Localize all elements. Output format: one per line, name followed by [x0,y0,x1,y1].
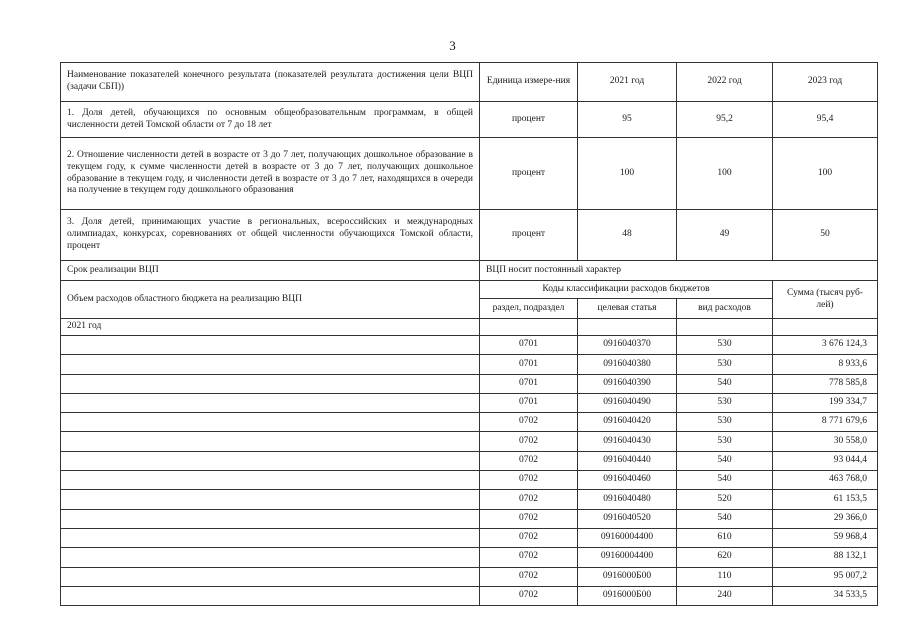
budget-label: Объем расходов областного бюджета на реализацию ВЦП [61,281,480,319]
row-section: 0702 [480,432,578,451]
row-target: 0916040390 [578,374,677,393]
row-target: 0916040460 [578,471,677,490]
row-sum: 29 366,0 [773,509,878,528]
row-type: 530 [677,393,773,412]
empty-cell [61,471,480,490]
indicator-value: 100 [677,138,773,210]
row-section: 0702 [480,509,578,528]
empty-cell [61,509,480,528]
row-target: 0916040420 [578,413,677,432]
row-sum: 3 676 124,3 [773,336,878,355]
row-target: 0916040430 [578,432,677,451]
indicator-value: 95,2 [677,102,773,138]
row-section: 0701 [480,355,578,374]
row-type: 610 [677,528,773,547]
table-row [61,471,878,490]
empty-cell [61,567,480,586]
row-target: 09160004400 [578,548,677,567]
empty-cell [61,528,480,547]
year-row [61,319,878,336]
row-section: 0702 [480,567,578,586]
row-sum: 463 768,0 [773,471,878,490]
row-target: 09160004400 [578,528,677,547]
empty-cell [578,319,677,336]
row-section: 0702 [480,413,578,432]
indicator-value: 100 [578,138,677,210]
table-row [61,451,878,470]
row-section: 0702 [480,528,578,547]
empty-cell [61,355,480,374]
empty-cell [773,319,878,336]
row-type: 110 [677,567,773,586]
row-type: 240 [677,586,773,605]
row-type: 530 [677,413,773,432]
row-target: 0916040370 [578,336,677,355]
empty-cell [61,451,480,470]
row-type: 540 [677,471,773,490]
row-sum: 778 585,8 [773,374,878,393]
indicator-value: 50 [773,210,878,261]
table-row [61,528,878,547]
indicator-value: 95 [578,102,677,138]
sum-label: Сумма (тысяч руб-лей) [773,281,878,319]
header-year-2023: 2023 год [773,63,878,102]
table-row [61,432,878,451]
row-type: 530 [677,336,773,355]
table-row [61,374,878,393]
term-row [61,261,878,281]
row-section: 0701 [480,393,578,412]
table-row [61,336,878,355]
row-sum: 59 968,4 [773,528,878,547]
row-target: 0916040380 [578,355,677,374]
row-target: 0916000Б00 [578,586,677,605]
header-row [61,63,878,102]
row-section: 0701 [480,374,578,393]
row-type: 530 [677,355,773,374]
empty-cell [61,432,480,451]
row-type: 540 [677,509,773,528]
row-sum: 93 044,4 [773,451,878,470]
row-target: 0916000Б00 [578,567,677,586]
empty-cell [61,393,480,412]
indicator-name: 1. Доля детей, обучающихся по основным общеобразовательным программам, в общей численности детей Томской области от 7 до 18 лет [61,102,480,138]
row-target: 0916040440 [578,451,677,470]
term-value: ВЦП носит постоянный характер [480,261,878,281]
table-row [61,393,878,412]
indicator-value: 100 [773,138,878,210]
row-type: 620 [677,548,773,567]
table-row [61,567,878,586]
term-label: Срок реализации ВЦП [61,261,480,281]
header-year-2021: 2021 год [578,63,677,102]
indicator-name: 3. Доля детей, принимающих участие в региональных, всероссийских и международных олимпиадах, конкурсах, соревнованиях от общей численности обучающихся Томской области, процент [61,210,480,261]
row-target: 0916040490 [578,393,677,412]
row-sum: 61 153,5 [773,490,878,509]
table-row [61,586,878,605]
header-indicator-name: Наименование показателей конечного результата (показателей результата достижения цели ВЦП (задачи СБП)) [61,63,480,102]
vcp-table [60,62,878,606]
empty-cell [677,319,773,336]
table-row [61,548,878,567]
row-sum: 8 933,6 [773,355,878,374]
row-section: 0702 [480,548,578,567]
header-unit: Единица измере-ния [480,63,578,102]
indicator-name: 2. Отношение численности детей в возрасте от 3 до 7 лет, получающих дошкольное образование в текущем году, к сумме численности детей в возрасте от 3 до 7 лет, получающих дошкольное образование в текущем году, и численности детей в возрасте от 3 до 7 лет, находящихся в очереди на получение в текущем году дошкольного образования [61,138,480,210]
indicator-value: 95,4 [773,102,878,138]
row-sum: 199 334,7 [773,393,878,412]
row-section: 0702 [480,451,578,470]
empty-cell [61,586,480,605]
empty-cell [61,374,480,393]
row-sum: 95 007,2 [773,567,878,586]
header-year-2022: 2022 год [677,63,773,102]
row-type: 540 [677,374,773,393]
row-section: 0702 [480,586,578,605]
col-type: вид расходов [677,299,773,319]
empty-cell [61,490,480,509]
indicator-row [61,210,878,261]
empty-cell [61,548,480,567]
codes-label: Коды классификации расходов бюджетов [480,281,773,299]
row-section: 0702 [480,490,578,509]
indicator-value: 48 [578,210,677,261]
indicator-unit: процент [480,138,578,210]
table-row [61,413,878,432]
row-sum: 34 533,5 [773,586,878,605]
row-type: 540 [677,451,773,470]
empty-cell [480,319,578,336]
row-sum: 30 558,0 [773,432,878,451]
row-type: 520 [677,490,773,509]
table-row [61,490,878,509]
empty-cell [61,336,480,355]
row-sum: 88 132,1 [773,548,878,567]
indicator-unit: процент [480,210,578,261]
indicator-value: 49 [677,210,773,261]
table-row [61,355,878,374]
col-section: раздел, подраздел [480,299,578,319]
indicator-row [61,138,878,210]
row-sum: 8 771 679,6 [773,413,878,432]
row-type: 530 [677,432,773,451]
row-target: 0916040480 [578,490,677,509]
row-section: 0701 [480,336,578,355]
page-number: 3 [449,38,456,53]
indicator-row [61,102,878,138]
indicator-unit: процент [480,102,578,138]
empty-cell [61,413,480,432]
year-label: 2021 год [61,319,480,336]
row-target: 0916040520 [578,509,677,528]
row-section: 0702 [480,471,578,490]
table-row [61,509,878,528]
col-target: целевая статья [578,299,677,319]
budget-header-row [61,281,878,299]
